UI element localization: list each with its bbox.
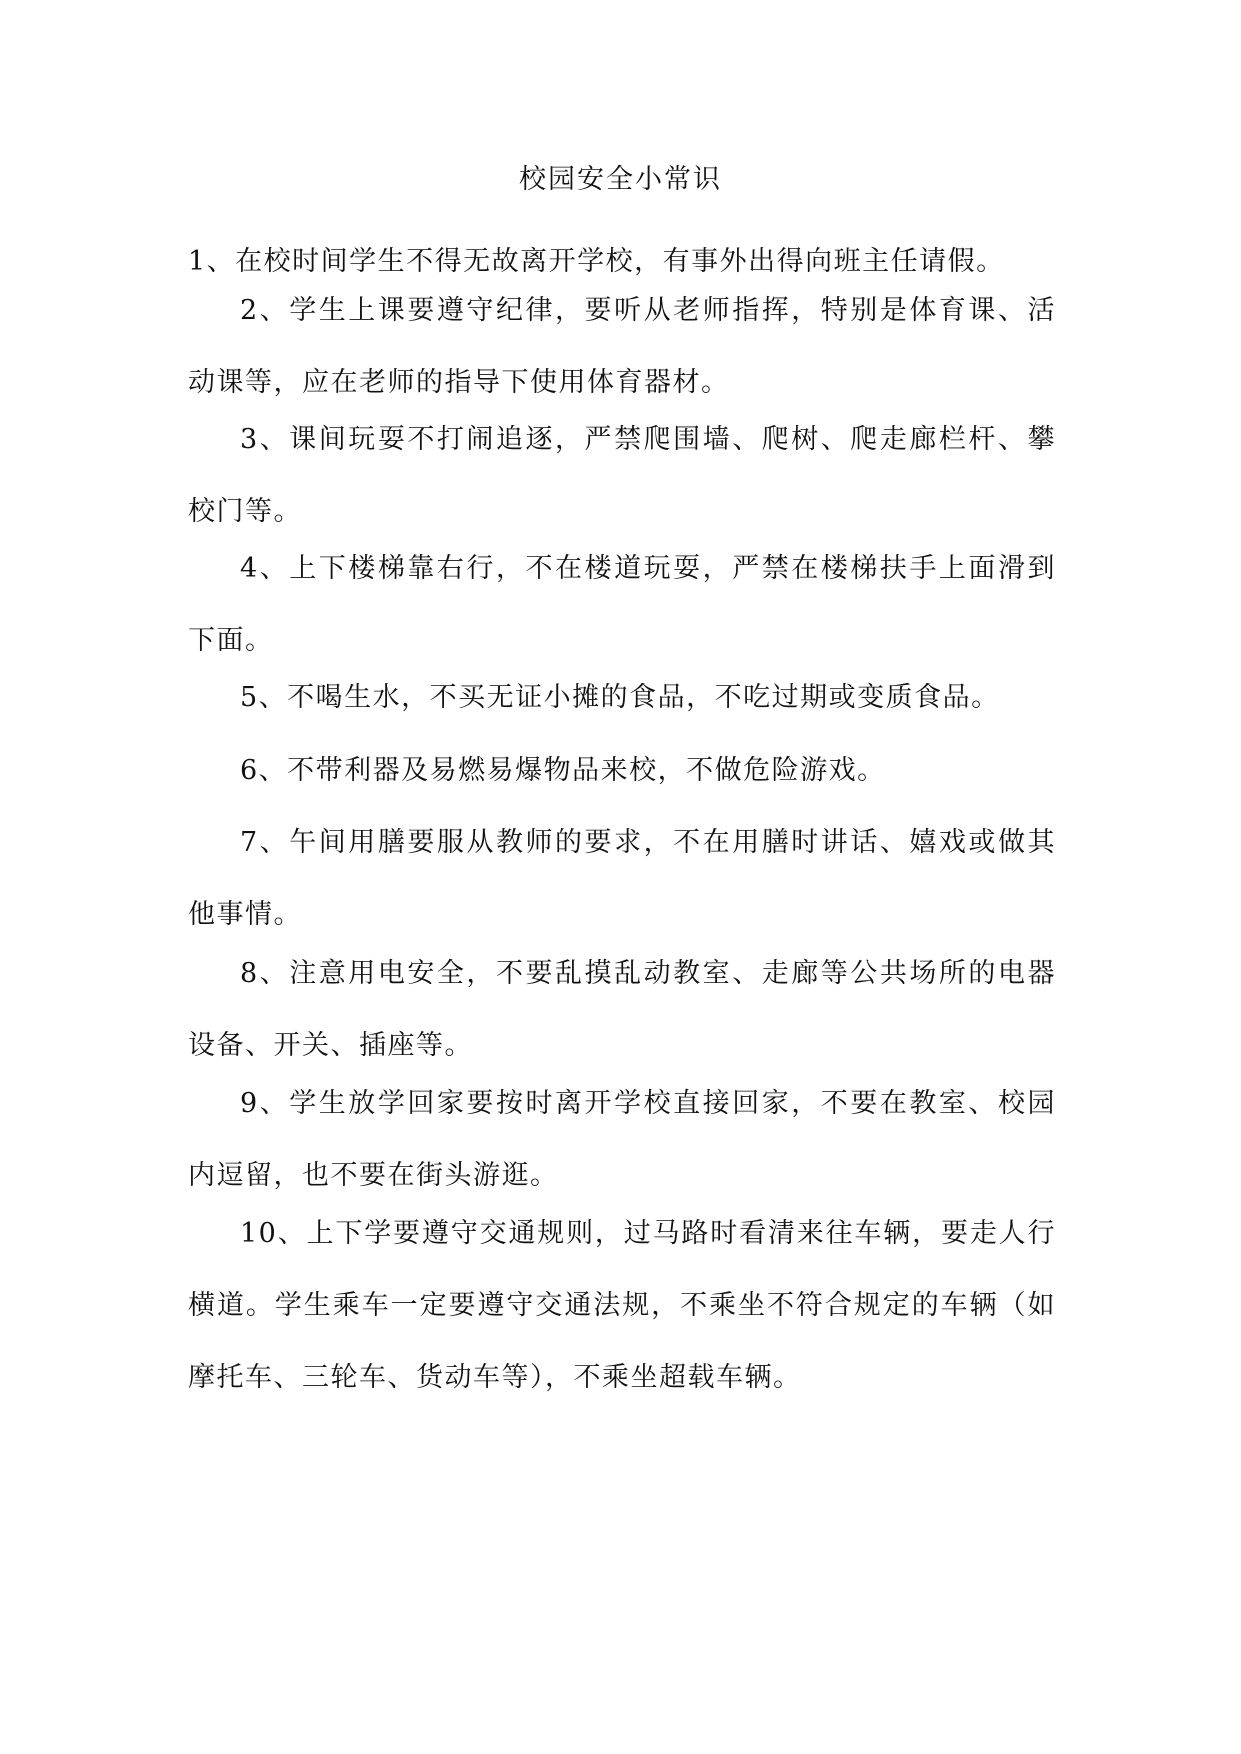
safety-rule-6: 6、不带利器及易燃易爆物品来校，不做危险游戏。 (240, 755, 886, 786)
safety-rule-10: 10、上下学要遵守交通规则，过马路时看清来往车辆，要走人行横道。学生乘车一定要遵守交通法规，不乘坐不符合规定的车辆（如摩托车、三轮车、货动车等），不乘坐超载车辆。 (188, 1218, 1056, 1393)
document-title: 校园安全小常识 (519, 164, 722, 195)
safety-rule-7: 7、午间用膳要服从教师的要求，不在用膳时讲话、嬉戏或做其他事情。 (188, 827, 1056, 930)
safety-rule-9: 9、学生放学回家要按时离开学校直接回家，不要在教室、校园内逗留，也不要在街头游逛。 (188, 1088, 1056, 1191)
safety-rule-4: 4、上下楼梯靠右行，不在楼道玩耍，严禁在楼梯扶手上面滑到下面。 (188, 553, 1056, 656)
safety-rule-8: 8、注意用电安全，不要乱摸乱动教室、走廊等公共场所的电器设备、开关、插座等。 (188, 958, 1056, 1061)
safety-rule-2: 2、学生上课要遵守纪律，要听从老师指挥，特别是体育课、活动课等，应在老师的指导下使用体育器材。 (188, 295, 1056, 398)
safety-rule-3: 3、课间玩耍不打闹追逐，严禁爬围墙、爬树、爬走廊栏杆、攀校门等。 (188, 424, 1056, 527)
safety-rule-1: 1、在校时间学生不得无故离开学校，有事外出得向班主任请假。 (188, 246, 1005, 277)
safety-rule-5: 5、不喝生水，不买无证小摊的食品，不吃过期或变质食品。 (240, 682, 1000, 713)
